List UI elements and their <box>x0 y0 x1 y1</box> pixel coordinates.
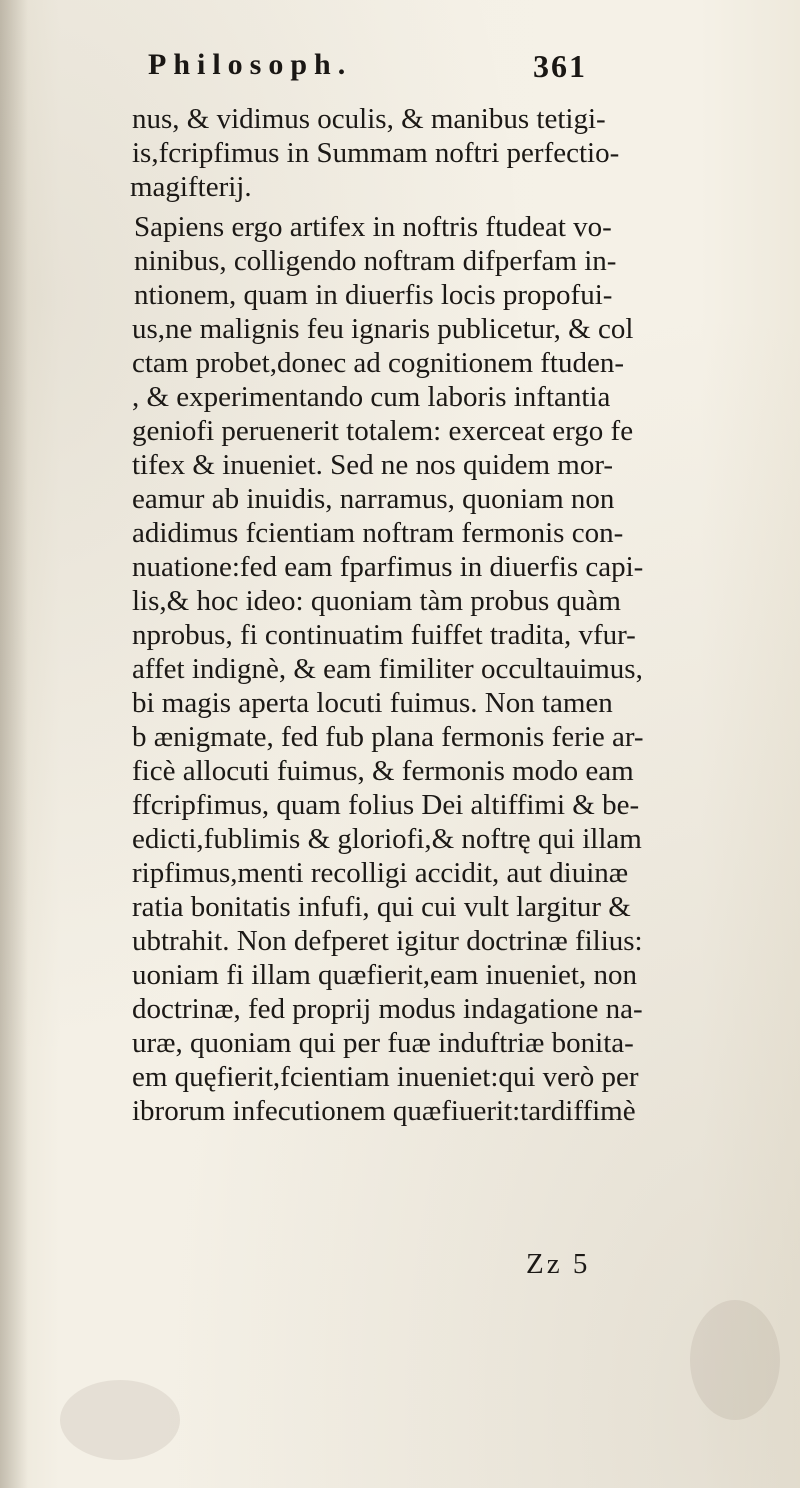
text-line: is,fcripfimus in Summam noftri perfectio- <box>132 137 620 169</box>
gutter-shadow <box>0 0 28 1488</box>
text-line: ninibus, colligendo noftram difperfam in- <box>134 245 617 277</box>
text-line: us,ne malignis feu ignaris publicetur, & col <box>132 313 634 345</box>
text-line: tifex & inueniet. Sed ne nos quidem mor- <box>132 449 614 481</box>
text-line: uoniam fi illam quæfierit,eam inueniet, non <box>132 959 637 991</box>
catchword-signature: Zz 5 <box>526 1248 591 1280</box>
text-line: lis,& hoc ideo: quoniam tàm probus quàm <box>132 585 621 617</box>
text-line: , & experimentando cum laboris inftantia <box>132 381 611 413</box>
text-line: geniofi peruenerit totalem: exerceat ergo fe <box>132 415 634 447</box>
text-line: ctam probet,donec ad cognitionem ftuden- <box>132 347 625 379</box>
paper-stain <box>60 1380 180 1460</box>
text-line: ffcripfimus, quam folius Dei altiffimi & be- <box>132 789 640 821</box>
text-line: eamur ab inuidis, narramus, quoniam non <box>132 483 615 515</box>
text-line: b ænigmate, fed fub plana fermonis ferie ar- <box>132 721 644 753</box>
text-line: ibrorum infecutionem quæfiuerit:tardiffimè <box>132 1095 636 1127</box>
page-number: 361 <box>533 48 587 84</box>
text-line: nus, & vidimus oculis, & manibus tetigi- <box>132 103 606 135</box>
text-line: ratia bonitatis infufi, qui cui vult largitur & <box>132 891 631 923</box>
text-line: em quęfierit,fcientiam inueniet:qui verò per <box>132 1061 639 1093</box>
page-header <box>0 40 800 90</box>
text-line: adidimus fcientiam noftram fermonis con- <box>132 517 624 549</box>
text-line: ficè allocuti fuimus, & fermonis modo eam <box>132 755 634 787</box>
text-line: ripfimus,menti recolligi accidit, aut diuinæ <box>132 857 629 889</box>
text-line: uræ, quoniam qui per fuæ induftriæ bonita- <box>132 1027 634 1059</box>
text-line: affet indignè, & eam fimiliter occultauimus, <box>132 653 643 685</box>
text-line: bi magis aperta locuti fuimus. Non tamen <box>132 687 613 719</box>
text-line: edicti,fublimis & gloriofi,& noftrę qui illam <box>132 823 642 855</box>
text-line: doctrinæ, fed proprij modus indagatione na- <box>132 993 643 1025</box>
text-line: nuatione:fed eam fparfimus in diuerfis capi- <box>132 551 644 583</box>
text-line: ntionem, quam in diuerfis locis propofui- <box>134 279 613 311</box>
text-line: nprobus, fi continuatim fuiffet tradita, vfur- <box>132 619 636 651</box>
text-line: Sapiens ergo artifex in noftris ftudeat vo- <box>134 211 612 243</box>
text-line: ubtrahit. Non defperet igitur doctrinæ filius: <box>132 925 643 957</box>
running-head: Philosoph. <box>148 48 353 81</box>
text-line: magifterij. <box>130 171 252 203</box>
paper-stain <box>690 1300 780 1420</box>
